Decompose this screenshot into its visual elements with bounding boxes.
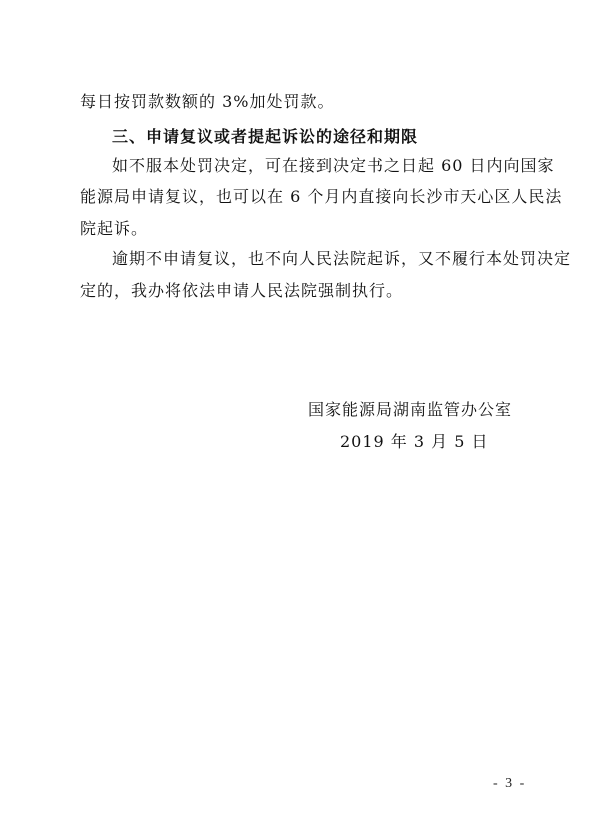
section-heading: 三、申请复议或者提起诉讼的途径和期限 <box>112 127 419 146</box>
signature-date: 2019 年 3 月 5 日 <box>340 432 489 451</box>
body-text-line: 院起诉。 <box>80 219 149 238</box>
body-text-line: 如不服本处罚决定，可在接到决定书之日起 60 日内向国家 <box>112 156 555 175</box>
body-text-line: 定的，我办将依法申请人民法院强制执行。 <box>80 281 404 300</box>
body-text-line: 每日按罚款数额的 3%加处罚款。 <box>80 92 335 111</box>
issuer-signature: 国家能源局湖南监管办公室 <box>308 400 513 419</box>
body-text-line: 逾期不申请复议，也不向人民法院起诉，又不履行本处罚决定 <box>112 249 572 268</box>
body-text-line: 能源局申请复议，也可以在 6 个月内直接向长沙市天心区人民法 <box>80 187 563 206</box>
page-number: - 3 - <box>493 776 527 791</box>
